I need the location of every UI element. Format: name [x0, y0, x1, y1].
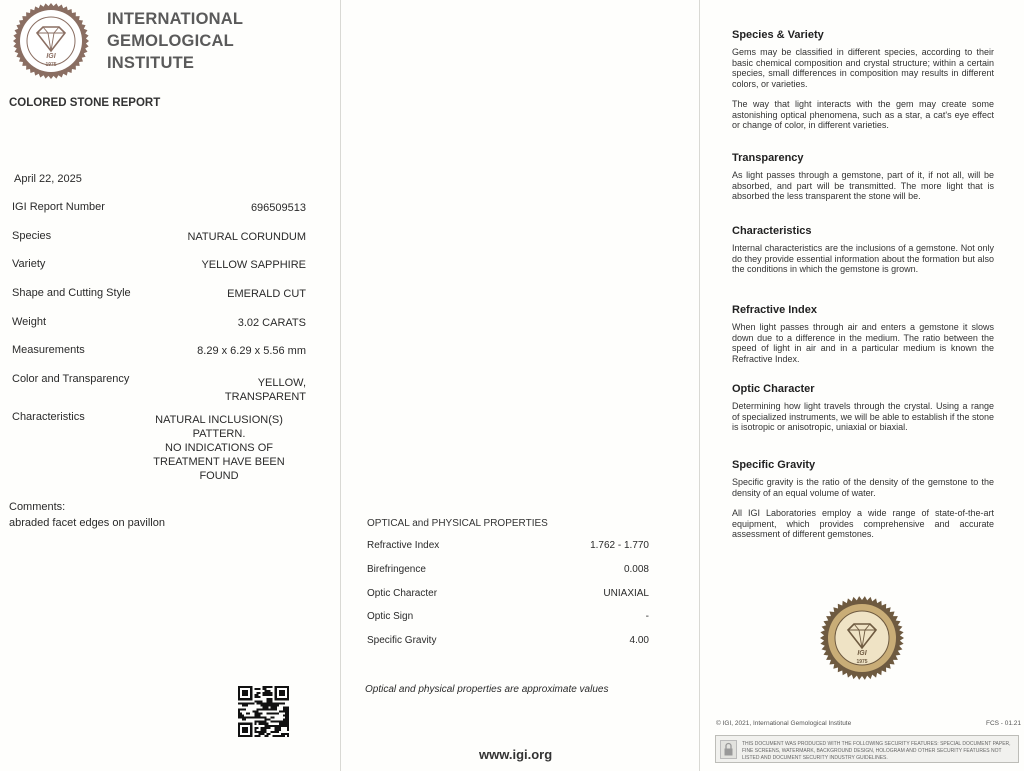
svg-text:IGI: IGI	[46, 53, 56, 60]
field-value: YELLOW SAPPHIRE	[201, 259, 306, 271]
igi-seal-logo	[8, 2, 94, 80]
property-value: 1.762 - 1.770	[590, 540, 649, 551]
section-title: Optic Character	[732, 383, 815, 395]
security-text: THIS DOCUMENT WAS PRODUCED WITH THE FOLLOWING SECURITY FEATURES: SPECIAL DOCUMENT PAPER, FINE SCREENS, WATERMARK, BACKGROUND DESIGN, HOLOGRAM AND OTHER SECURITY FEATURES NOT LISTED AND DOCUMENT SECURITY INDUSTRY GUIDELINES.	[742, 741, 1011, 761]
svg-text:1975: 1975	[856, 659, 868, 665]
property-value: 4.00	[629, 635, 649, 646]
section-title: Characteristics	[732, 225, 812, 237]
approximate-note: Optical and physical properties are approximate values	[365, 684, 609, 695]
comments	[9, 499, 165, 531]
field-label: Measurements	[12, 344, 85, 356]
field-label: Color and Transparency	[12, 373, 130, 385]
field-value: 3.02 CARATS	[237, 317, 306, 329]
org-name	[107, 8, 243, 74]
igi-gold-seal	[818, 595, 906, 681]
field-label: Characteristics	[12, 411, 85, 423]
property-label: Optic Character	[367, 588, 438, 599]
comments-text: abraded facet edges on pavillon	[9, 517, 165, 529]
security-strip	[715, 735, 1019, 763]
field-value: 8.29 x 6.29 x 5.56 mm	[197, 345, 306, 357]
website-link[interactable]: www.igi.org	[479, 747, 553, 762]
comments-label: Comments:	[9, 501, 66, 513]
svg-text:1975: 1975	[45, 62, 57, 68]
copyright: © IGI, 2021, International Gemological Institute	[716, 720, 852, 727]
field-label: IGI Report Number	[12, 201, 105, 213]
field-value: NATURAL INCLUSION(S) PATTERN. NO INDICATIONS OF TREATMENT HAVE BEEN FOUND	[153, 414, 285, 482]
info-section	[732, 225, 994, 275]
section-text: Gems may be classified in different species, according to their basic chemical composition and crystal structure; within a certain species, small differences in composition may results in different colors, or varieties.	[732, 47, 994, 89]
info-section	[732, 304, 994, 364]
property-label: Optic Sign	[367, 611, 414, 622]
section-text: Specific gravity is the ratio of the density of the gemstone to the density of an equal volume of water.	[732, 477, 994, 498]
section-text: As light passes through a gemstone, part of it, if not all, will be absorbed, and part will be transmitted. The more light that is absorbed the less transparent the stone will be.	[732, 170, 994, 201]
info-section	[732, 29, 994, 131]
section-title: Specific Gravity	[732, 459, 816, 471]
field-label: Shape and Cutting Style	[12, 287, 131, 299]
fold-line	[340, 0, 341, 771]
form-code: FCS - 01.21	[986, 720, 1022, 727]
qr-code[interactable]	[238, 686, 289, 737]
section-title: Transparency	[732, 152, 804, 164]
svg-text:IGI: IGI	[857, 650, 867, 657]
report-title: COLORED STONE REPORT	[9, 97, 161, 109]
info-section	[732, 383, 994, 433]
property-value: 0.008	[623, 564, 649, 575]
field-label: Species	[12, 230, 52, 242]
section-text: Determining how light travels through the crystal. Using a range of specialized instruments, we will be able to establish if the stone is isotropic or anisotropic, uniaxial or biaxial.	[732, 401, 994, 432]
section-text: When light passes through air and enters a gemstone it slows down due to a difference in the medium. The ratio between the speed of light in air and in a particular medium is known the Refractive Index.	[732, 322, 994, 364]
report-date: April 22, 2025	[14, 173, 82, 185]
optical-heading: OPTICAL and PHYSICAL PROPERTIES	[367, 518, 548, 529]
org-name-line: GEMOLOGICAL	[107, 32, 234, 50]
property-value: -	[645, 611, 649, 622]
property-value: UNIAXIAL	[603, 588, 649, 599]
field-label: Weight	[12, 316, 47, 328]
seal-cog	[13, 3, 89, 79]
property-label: Birefringence	[367, 564, 426, 575]
org-name-line: INSTITUTE	[107, 54, 195, 72]
section-text: All IGI Laboratories employ a wide range of state-of-the-art equipment, which provides comprehensive and accurate assessment of different gemstones.	[732, 508, 994, 539]
field-label: Variety	[12, 258, 46, 270]
property-label: Refractive Index	[367, 540, 440, 551]
seal-cog	[820, 596, 904, 680]
org-name-line: INTERNATIONAL	[107, 10, 244, 28]
field-value: EMERALD CUT	[227, 288, 306, 300]
section-text: Internal characteristics are the inclusions of a gemstone. Not only do they provide essential information about the formation but also the conditions in which the gemstone is grown.	[732, 243, 994, 274]
section-title: Refractive Index	[732, 304, 817, 316]
section-text: The way that light interacts with the gem may create some astonishing optical phenomena, such as a star, a cat's eye effect or change of color, in different varieties.	[732, 99, 994, 130]
field-value: YELLOW, TRANSPARENT	[224, 377, 306, 403]
lock-icon	[720, 740, 737, 759]
field-value: NATURAL CORUNDUM	[187, 231, 306, 243]
property-label: Specific Gravity	[367, 635, 437, 646]
field-value: 696509513	[250, 202, 306, 214]
properties-panel	[341, 0, 699, 771]
info-section	[732, 459, 994, 540]
info-section	[732, 152, 994, 202]
section-title: Species & Variety	[732, 29, 824, 41]
fold-line	[699, 0, 700, 771]
